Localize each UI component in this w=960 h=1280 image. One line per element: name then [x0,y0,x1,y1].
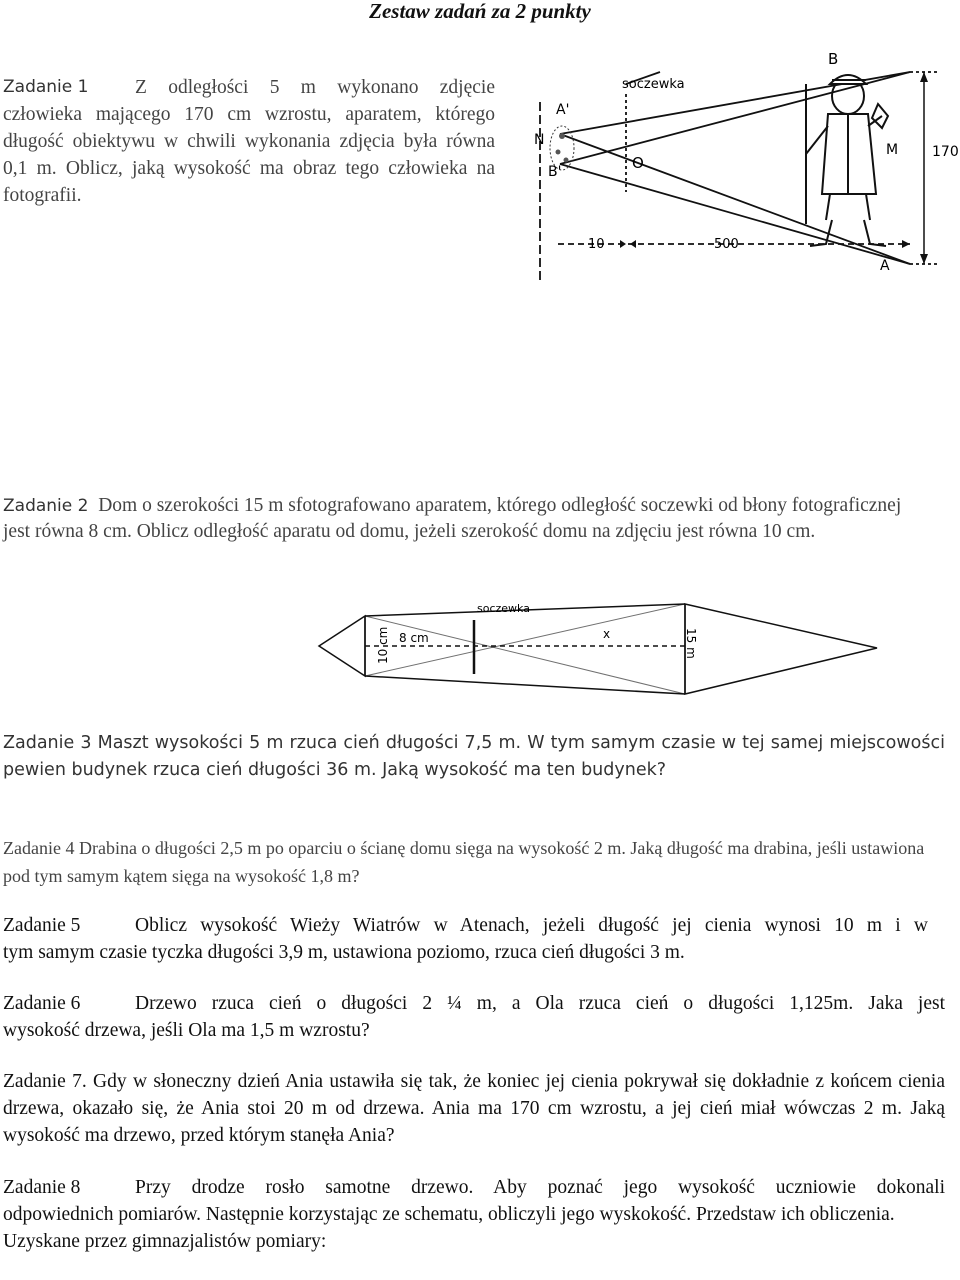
lens-label: soczewka [622,77,685,92]
task-5 [3,912,928,966]
task-7 [3,1068,945,1149]
man-drawing [806,75,888,246]
label-n: N [534,132,545,148]
label-b-prime: B' [548,164,562,180]
task-1-label: Zadanie 1 [3,77,89,97]
task-6-label: Zadanie 6 [3,993,81,1014]
task-5-first: Oblicz wysokość Wieży Wiatrów w Atenach, jeżeli długość jej cienia wynosi 10 m i w [135,915,928,936]
label-10cm: 10 cm [376,626,390,664]
label-b: B [828,50,839,68]
label-d2: 500 [714,237,739,252]
task-2-body: Dom o szerokości 15 m sfotografowano aparatem, którego odległość soczewki od błony fotograficznej jest równa 8 cm. Oblicz odległość aparatu od domu, jeżeli szerokość domu na zdjęciu jest równa 10 cm. [3,495,902,542]
task-3-text: Zadanie 3 Maszt wysokości 5 m rzuca cień długości 7,5 m. W tym samym czasie w tej samej miejscowości pewien budynek rzuca cień długości 36 m. Jaką wysokość ma ten budynek? [3,733,945,780]
task-4 [3,834,945,890]
task-8-label: Zadanie 8 [3,1177,81,1198]
label-a: A [880,258,890,274]
camera-figure [530,44,960,280]
label-o: O [632,154,644,172]
task-1-text: człowieka mającego 170 cm wzrostu, aparatem, którego długość obiektywu w chwili wykonania zdjęcia była równa 0,1 m. Oblicz, jaką wysokość ma obraz tego człowieka na fotografii. [3,104,495,206]
label-d1: 10 [588,237,605,252]
label-a-prime: A' [556,102,570,118]
task-2-label: Zadanie 2 [3,496,89,516]
task-1 [3,74,495,209]
task-6-first: Drzewo rzuca cień o długości 2 ¼ m, a Ola rzuca cień o długości 1,125m. Jaka jest [135,993,945,1014]
task-4-text: Zadanie 4 Drabina o długości 2,5 m po oparciu o ścianę domu sięga na wysokość 2 m. Jaką długość ma drabina, jeśli ustawiona pod tym samym kątem sięga na wysokość 1,8 m? [3,838,925,886]
task-8-first-line [3,1174,945,1201]
task-5-label: Zadanie 5 [3,915,81,936]
task-8-last: Uzyskane przez gimnazjalistów pomiary: [3,1231,327,1252]
task-5-rest: tym samym czasie tyczka długości 3,9 m, ustawiona poziomo, rzuca cień długości 3 m. [3,942,685,963]
task-2-text [3,493,918,545]
task-7-text: Zadanie 7. Gdy w słoneczny dzień Ania ustawiła się tak, że koniec jej cienia pokrywał się dokładnie z końcem cienia drzewa, okazało się, że Ania stoi 20 m od drzewa. Ania ma 170 cm wzrostu, a jej cień miał wówczas 2 m. Jaką wysokość ma drzewo, przed którym stanęła Ania? [3,1071,945,1146]
page-title: Zestaw zadań za 2 punkty [369,0,591,23]
task-6-first-line [3,990,945,1017]
task-8-first: Przy drodze rosło samotne drzewo. Aby poznać jego wysokość uczniowie dokonali [135,1177,945,1198]
task-8-rest: odpowiednich pomiarów. Następnie korzystając ze schematu, obliczyli jego wyskokość. Przedstaw ich obliczenia. [3,1204,895,1225]
task-2 [3,493,918,545]
task-3 [3,730,945,784]
label-height: 170 [932,144,959,160]
task-6-rest: wysokość drzewa, jeśli Ola ma 1,5 m wzrostu? [3,1020,370,1041]
lens-label-2: soczewka [477,602,530,615]
task-1-first: Z odległości 5 m wykonano zdjęcie [135,77,495,98]
task-1-first-line [3,74,495,101]
task-5-first-line [3,912,928,939]
label-15m: 15 m [684,628,698,659]
label-m: M [886,142,899,158]
label-8cm: 8 cm [399,631,429,645]
house-figure [315,598,880,702]
task-6 [3,990,945,1044]
label-x: x [603,627,611,641]
task-8 [3,1174,945,1255]
